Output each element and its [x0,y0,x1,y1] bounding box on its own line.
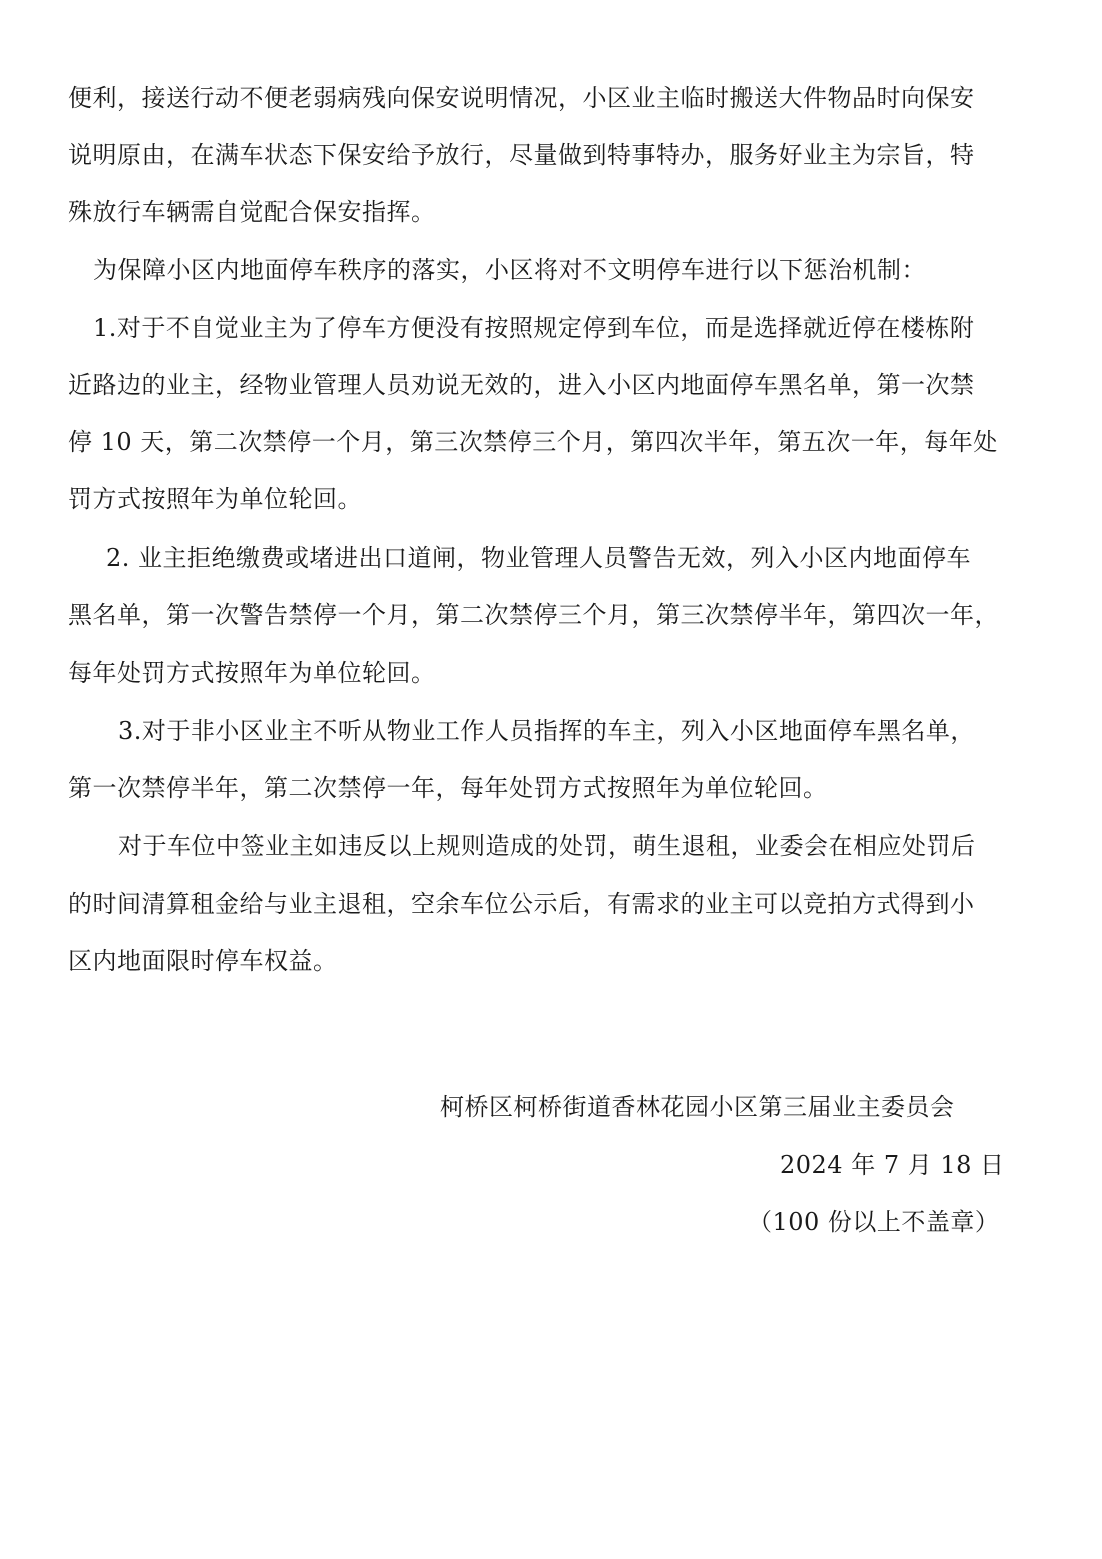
signature-date: 2024 年 7 月 18 日 [780,1151,1005,1179]
paragraph-line: 殊放行车辆需自觉配合保安指挥。 [68,198,436,226]
paragraph-line: 的时间清算租金给与业主退租，空余车位公示后，有需求的业主可以竞拍方式得到小 [68,890,975,918]
paragraph-line: 停 10 天，第二次禁停一个月，第三次禁停三个月，第四次半年，第五次一年，每年处 [68,428,998,456]
paragraph-line: 对于车位中签业主如违反以上规则造成的处罚，萌生退租，业委会在相应处罚后 [118,832,976,860]
paragraph-line: 便利，接送行动不便老弱病残向保安说明情况，小区业主临时搬送大件物品时向保安 [68,84,975,112]
signature-organization: 柯桥区柯桥街道香林花园小区第三届业主委员会 [440,1093,955,1121]
signature-note: （100 份以上不盖章） [748,1208,1000,1236]
paragraph-line: 2. 业主拒绝缴费或堵进出口道闸，物业管理人员警告无效，列入小区内地面停车 [106,544,972,572]
paragraph-line: 1.对于不自觉业主为了停车方便没有按照规定停到车位，而是选择就近停在楼栋附 [93,314,975,342]
paragraph-line: 说明原由，在满车状态下保安给予放行，尽量做到特事特办，服务好业主为宗旨，特 [68,141,975,169]
paragraph-line: 黑名单，第一次警告禁停一个月，第二次禁停三个月，第三次禁停半年，第四次一年， [68,601,999,629]
paragraph-line: 3.对于非小区业主不听从物业工作人员指挥的车主，列入小区地面停车黑名单， [118,717,975,745]
paragraph-line: 每年处罚方式按照年为单位轮回。 [68,659,436,687]
paragraph-line: 罚方式按照年为单位轮回。 [68,485,362,513]
paragraph-line: 近路边的业主，经物业管理人员劝说无效的，进入小区内地面停车黑名单，第一次禁 [68,371,975,399]
paragraph-line: 第一次禁停半年，第二次禁停一年，每年处罚方式按照年为单位轮回。 [68,774,828,802]
paragraph-line: 为保障小区内地面停车秩序的落实，小区将对不文明停车进行以下惩治机制： [93,256,926,284]
paragraph-line: 区内地面限时停车权益。 [68,947,338,975]
